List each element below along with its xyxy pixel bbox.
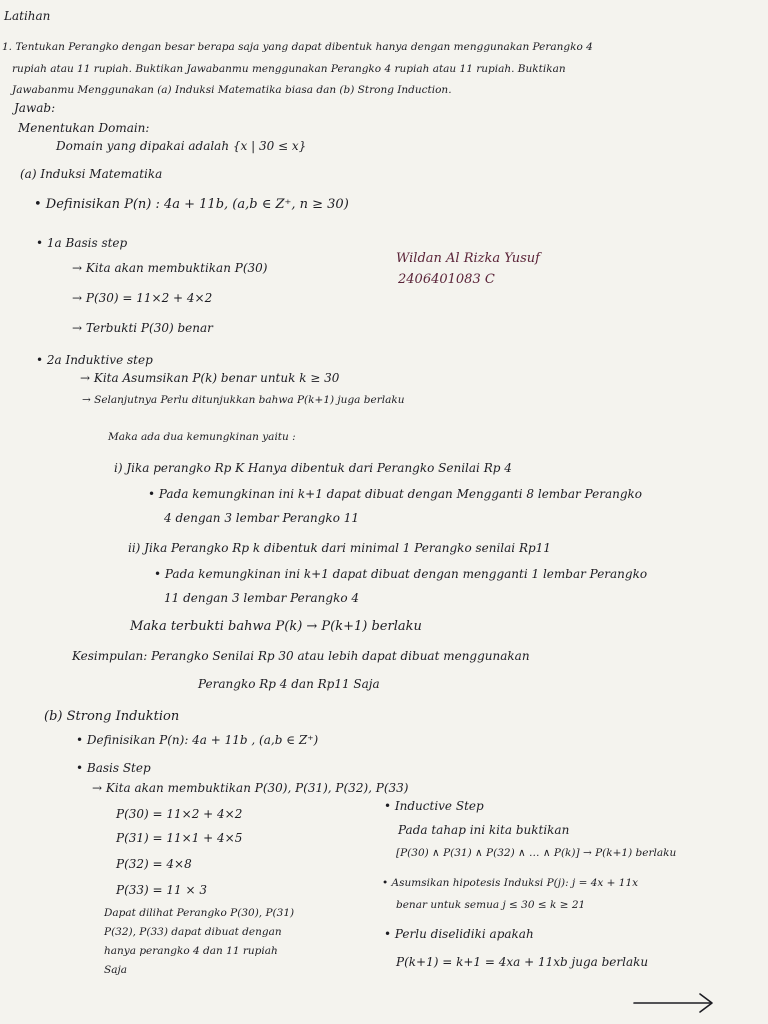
jawab-label: Jawab:: [14, 101, 56, 115]
signature-id: 2406401083 C: [398, 272, 495, 287]
part-b-note-line-4: Saja: [104, 964, 127, 976]
case-2-line-3: 11 dengan 3 lembar Perangko 4: [164, 591, 360, 605]
case-1-line-3: 4 dengan 3 lembar Perangko 11: [164, 511, 360, 525]
part-a-definition: • Definisikan P(n) : 4a + 11b, (a,b ∈ Z⁺, n ≥ 30): [34, 197, 349, 212]
part-a-basis-line-2: → P(30) = 11×2 + 4×2: [72, 291, 213, 305]
part-b-note-line-3: hanya perangko 4 dan 11 rupiah: [104, 945, 278, 957]
part-a-basis-line-3: → Terbukti P(30) benar: [72, 321, 213, 335]
domain-text: Domain yang dipakai adalah {x | 30 ≤ x}: [56, 139, 307, 153]
part-b-basis-heading: • Basis Step: [76, 761, 151, 775]
part-a-basis-line-1: → Kita akan membuktikan P(30): [72, 261, 268, 275]
part-a-conclusion-step: Maka terbukti bahwa P(k) → P(k+1) berlaku: [130, 619, 422, 634]
problem-line-3: Jawabanmu Menggunakan (a) Induksi Matematika biasa dan (b) Strong Induction.: [12, 84, 452, 96]
part-b-ind-line-2: [P(30) ∧ P(31) ∧ P(32) ∧ … ∧ P(k)] → P(k+1) berlaku: [396, 847, 677, 859]
case-2-line-1: ii) Jika Perangko Rp k dibentuk dari minimal 1 Perangko senilai Rp11: [128, 541, 551, 555]
continue-arrow-icon: [630, 990, 720, 1014]
part-b-inductive-heading: • Inductive Step: [384, 799, 484, 813]
part-a-ind-line-1: → Kita Asumsikan P(k) benar untuk k ≥ 30: [80, 371, 340, 385]
kesimpulan-line-1: Kesimpulan: Perangko Senilai Rp 30 atau lebih dapat dibuat menggunakan: [72, 649, 530, 663]
signature-name: Wildan Al Rizka Yusuf: [396, 251, 540, 266]
part-b-basis-intro: → Kita akan membuktikan P(30), P(31), P(32), P(33): [92, 781, 409, 795]
part-a-heading: (a) Induksi Matematika: [20, 167, 163, 181]
part-b-heading: (b) Strong Induktion: [44, 709, 180, 724]
part-b-ind-line-4: benar untuk semua j ≤ 30 ≤ k ≥ 21: [396, 899, 586, 911]
problem-line-2: rupiah atau 11 rupiah. Buktikan Jawabanmu menggunakan Perangko 4 rupiah atau 11 rupiah. Buktikan: [12, 63, 566, 75]
part-b-definition: • Definisikan P(n): 4a + 11b , (a,b ∈ Z⁺): [76, 733, 319, 747]
case-1-line-1: i) Jika perangko Rp K Hanya dibentuk dari Perangko Senilai Rp 4: [114, 461, 512, 475]
part-a-inductive-heading: • 2a Induktive step: [36, 353, 153, 367]
part-b-note-line-1: Dapat dilihat Perangko P(30), P(31): [104, 907, 295, 919]
part-b-note-line-2: P(32), P(33) dapat dibuat dengan: [104, 926, 282, 938]
part-b-p30: P(30) = 11×2 + 4×2: [116, 807, 243, 821]
domain-heading: Menentukan Domain:: [18, 121, 150, 135]
part-b-ind-line-6: P(k+1) = k+1 = 4xa + 11xb juga berlaku: [396, 955, 649, 969]
part-b-ind-line-3: • Asumsikan hipotesis Induksi P(j): j = 4x + 11x: [382, 877, 639, 889]
part-a-basis-heading: • 1a Basis step: [36, 236, 128, 250]
part-a-ind-line-2: → Selanjutnya Perlu ditunjukkan bahwa P(k+1) juga berlaku: [82, 394, 405, 406]
part-b-p32: P(32) = 4×8: [116, 857, 192, 871]
part-b-p33: P(33) = 11 × 3: [116, 883, 207, 897]
case-2-line-2: • Pada kemungkinan ini k+1 dapat dibuat dengan mengganti 1 lembar Perangko: [154, 567, 648, 581]
case-1-line-2: • Pada kemungkinan ini k+1 dapat dibuat dengan Mengganti 8 lembar Perangko: [148, 487, 642, 501]
problem-line-1: 1. Tentukan Perangko dengan besar berapa saja yang dapat dibentuk hanya dengan menggunakan Perangko 4: [2, 41, 593, 53]
part-b-ind-line-1: Pada tahap ini kita buktikan: [398, 823, 570, 837]
part-b-p31: P(31) = 11×1 + 4×5: [116, 831, 243, 845]
part-b-ind-line-5: • Perlu diselidiki apakah: [384, 927, 534, 941]
page-title: Latihan: [4, 9, 51, 23]
part-a-ind-line-3: Maka ada dua kemungkinan yaitu :: [108, 431, 296, 443]
kesimpulan-line-2: Perangko Rp 4 dan Rp11 Saja: [198, 677, 380, 691]
